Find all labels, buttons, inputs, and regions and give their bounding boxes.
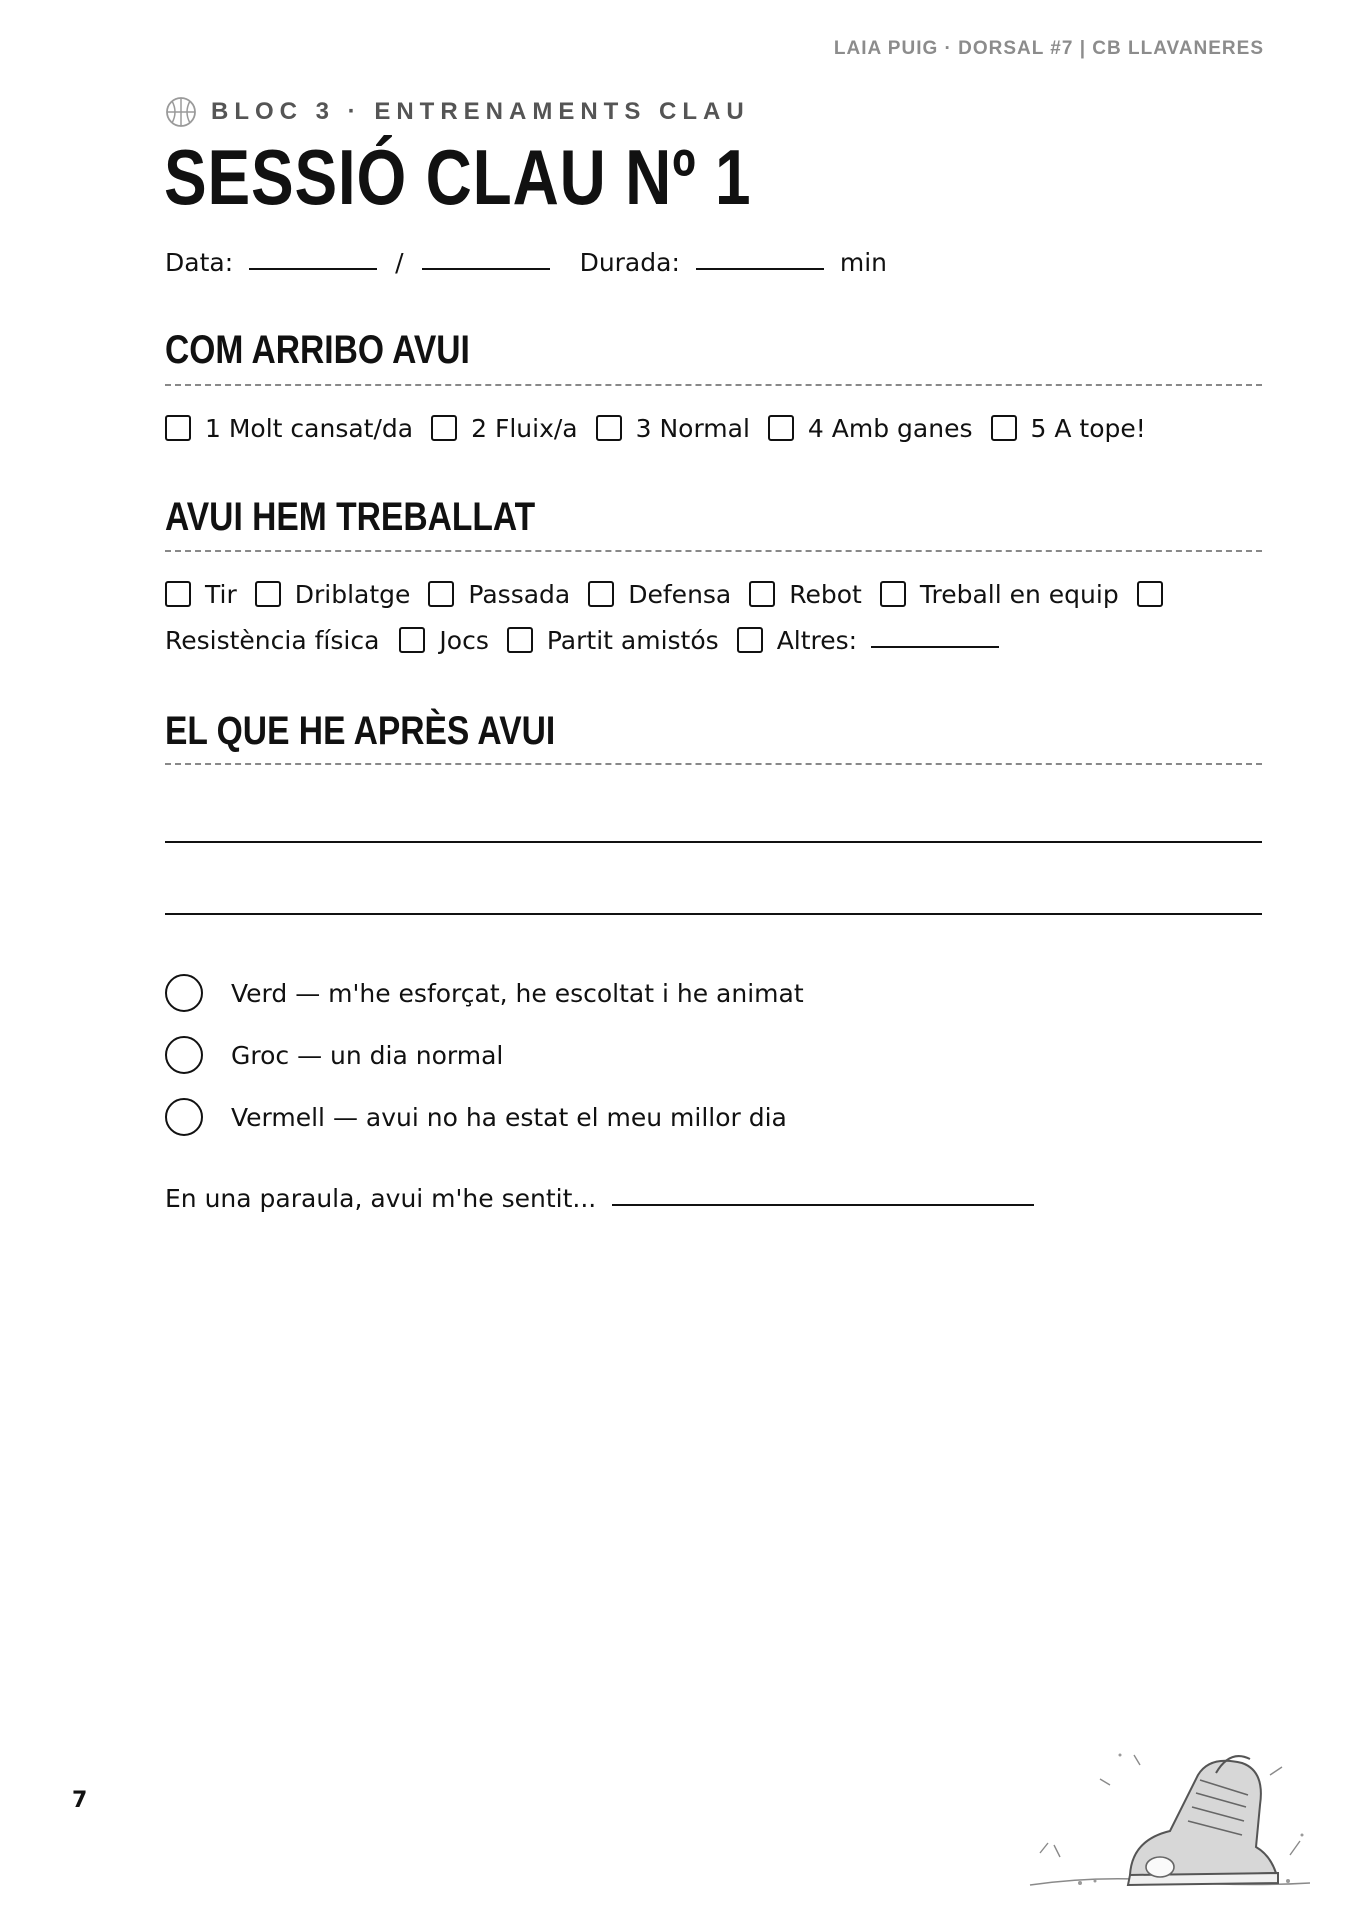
page-number: 7 (72, 1788, 88, 1813)
checkbox[interactable] (749, 581, 775, 607)
option-label-resistencia: Resistència física (165, 625, 380, 655)
checkbox[interactable] (399, 627, 425, 653)
basketball-icon (165, 96, 197, 128)
feeling-field[interactable] (612, 1204, 1034, 1206)
bloc-heading (165, 93, 750, 131)
sneaker-illustration (1020, 1735, 1320, 1905)
rating-red[interactable] (165, 1097, 787, 1137)
page-header: LAIA PUIG · DORSAL #7 | CB LLAVANERES (833, 38, 1264, 59)
checkbox[interactable] (431, 415, 457, 441)
option-label: 5 A tope! (1030, 413, 1146, 443)
mood-option-1[interactable] (165, 414, 413, 443)
mood-option-4[interactable] (768, 414, 973, 443)
checkbox-resistencia[interactable] (1137, 581, 1163, 607)
checkbox[interactable] (428, 581, 454, 607)
mood-option-2[interactable] (431, 414, 578, 443)
checkbox[interactable] (165, 581, 191, 607)
mood-options (165, 410, 1164, 446)
option-label: Defensa (628, 579, 732, 609)
radio-circle[interactable] (165, 1036, 203, 1074)
date-separator: / (395, 247, 404, 277)
learned-section-title: EL QUE HE APRÈS AVUI (165, 709, 556, 753)
date-day-field[interactable] (249, 268, 377, 270)
checkbox[interactable] (507, 627, 533, 653)
option-label: Treball en equip (919, 579, 1119, 609)
checkbox[interactable] (991, 415, 1017, 441)
checkbox[interactable] (255, 581, 281, 607)
checkbox[interactable] (588, 581, 614, 607)
worked-options-row1 (165, 576, 1177, 612)
worked-option-passada[interactable] (428, 580, 570, 609)
option-label: Driblatge (294, 579, 411, 609)
duration-field[interactable] (696, 268, 824, 270)
option-label: Tir (205, 579, 237, 609)
feeling-prompt: En una paraula, avui m'he sentit... (165, 1183, 597, 1213)
duration-label: Durada: (579, 247, 680, 277)
option-label: 2 Fluix/a (471, 413, 578, 443)
rating-label: Verd — m'he esforçat, he escoltat i he animat (231, 978, 804, 1008)
worked-options-row2 (165, 622, 999, 658)
date-month-field[interactable] (422, 268, 550, 270)
mood-option-5[interactable] (991, 414, 1146, 443)
worked-option-treball-equip[interactable] (880, 580, 1119, 609)
worked-option-tir[interactable] (165, 580, 237, 609)
worked-option-jocs[interactable] (399, 626, 488, 655)
writing-line-2[interactable] (165, 913, 1262, 915)
option-label: Jocs (439, 625, 489, 655)
checkbox[interactable] (880, 581, 906, 607)
option-label: 1 Molt cansat/da (205, 413, 414, 443)
worked-option-partit[interactable] (507, 626, 719, 655)
option-label: Passada (468, 579, 571, 609)
worked-section-title: AVUI HEM TREBALLAT (165, 495, 536, 539)
checkbox[interactable] (596, 415, 622, 441)
altres-field[interactable] (871, 646, 999, 648)
rating-yellow[interactable] (165, 1035, 503, 1075)
checkbox[interactable] (768, 415, 794, 441)
option-label: 4 Amb ganes (807, 413, 973, 443)
checkbox[interactable] (165, 415, 191, 441)
session-meta (165, 244, 887, 280)
option-label: Partit amistós (546, 625, 719, 655)
section-divider (165, 763, 1262, 765)
option-label: Altres: (776, 625, 858, 655)
section-divider (165, 384, 1262, 386)
rating-green[interactable] (165, 973, 804, 1013)
rating-label: Vermell — avui no ha estat el meu millor dia (231, 1102, 787, 1132)
writing-line-1[interactable] (165, 841, 1262, 843)
worked-option-rebot[interactable] (749, 580, 862, 609)
option-label: Rebot (789, 579, 862, 609)
worked-option-driblatge[interactable] (255, 580, 411, 609)
feeling-prompt-row (165, 1178, 1034, 1218)
mood-option-3[interactable] (596, 414, 750, 443)
worked-option-altres[interactable] (737, 626, 857, 655)
rating-label: Groc — un dia normal (231, 1040, 504, 1070)
duration-unit: min (839, 247, 888, 277)
mood-section-title: COM ARRIBO AVUI (165, 328, 470, 372)
radio-circle[interactable] (165, 1098, 203, 1136)
worked-option-defensa[interactable] (588, 580, 731, 609)
radio-circle[interactable] (165, 974, 203, 1012)
option-label: 3 Normal (635, 413, 750, 443)
checkbox[interactable] (737, 627, 763, 653)
section-divider (165, 550, 1262, 552)
date-label: Data: (165, 247, 234, 277)
bloc-label: BLOC 3 · ENTRENAMENTS CLAU (211, 98, 750, 125)
page-title: SESSIÓ CLAU Nº 1 (164, 133, 752, 221)
